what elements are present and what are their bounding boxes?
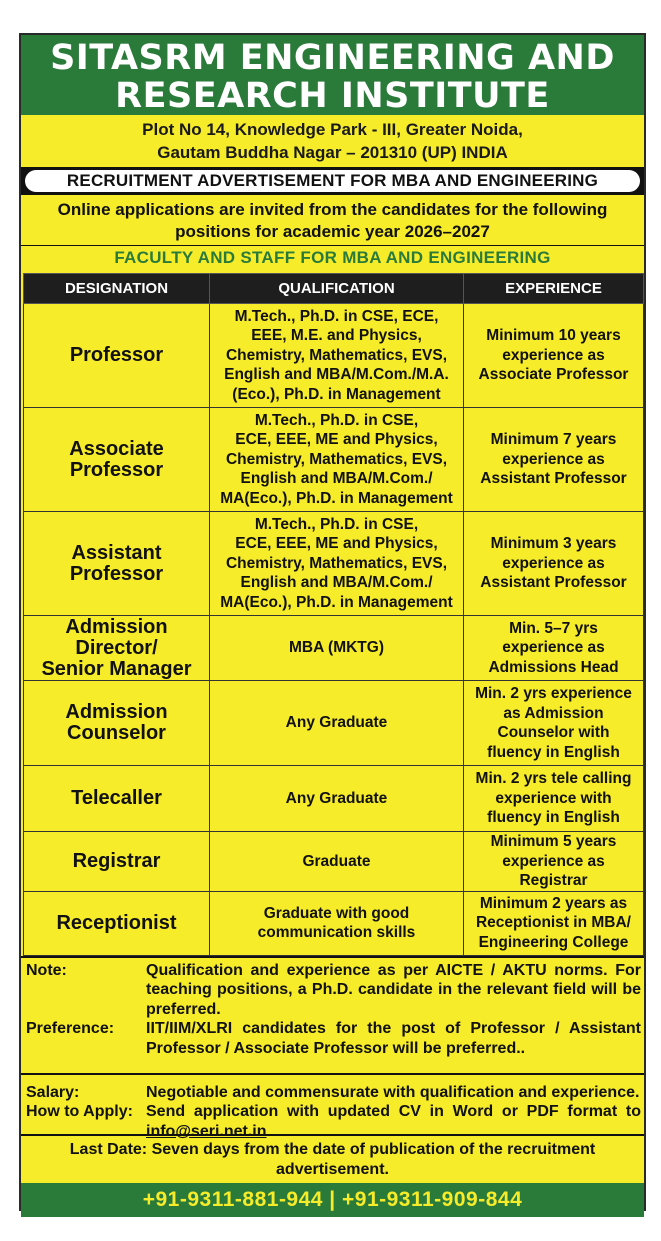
table-row <box>24 681 644 766</box>
apply-row <box>21 1102 644 1141</box>
note-label: Note: <box>26 961 67 979</box>
designation-cell <box>24 766 210 832</box>
qualification-cell <box>210 616 464 681</box>
experience-line: Minimum 3 years <box>490 535 617 553</box>
qualification-line: M.Tech., Ph.D. in CSE, <box>254 411 419 429</box>
experience-line: experience as Registrar <box>502 852 605 889</box>
designation-line: Telecaller <box>71 787 162 809</box>
designation-cell <box>24 832 210 892</box>
recruitment-title-bar <box>21 167 644 195</box>
section-title: FACULTY AND STAFF FOR MBA AND ENGINEERING <box>21 245 644 273</box>
experience-line: experience with <box>495 789 612 807</box>
designation-line: Admission Director/ <box>65 615 168 659</box>
last-date <box>21 1134 644 1183</box>
experience-cell <box>464 891 644 955</box>
experience-cell <box>464 616 644 681</box>
designation-line: Admission <box>65 701 168 723</box>
qualification-cell <box>210 891 464 955</box>
qualification-line: Any Graduate <box>285 789 388 807</box>
experience-line: Receptionist in MBA/ <box>475 914 631 932</box>
recruitment-title: RECRUITMENT ADVERTISEMENT FOR MBA AND ENGINEERING <box>25 170 640 192</box>
apply-label: How to Apply: <box>26 1103 133 1120</box>
advertisement-frame <box>19 33 646 1211</box>
intro-line1: Online applications are invited from the candidates for the following <box>57 200 608 219</box>
preference-row <box>21 1019 644 1058</box>
designation-line: Professor <box>69 344 164 366</box>
experience-cell <box>464 304 644 408</box>
salary-label: Salary: <box>26 1083 80 1101</box>
qualification-line: (Eco.), Ph.D. in Management <box>232 385 441 403</box>
qualification-line: MBA (MKTG) <box>289 639 384 657</box>
qualification-line: English and MBA/M.Com./ <box>240 574 433 592</box>
experience-line: experience as <box>502 450 605 468</box>
notes-section <box>21 956 644 1073</box>
note-row <box>21 961 644 1020</box>
designation-cell <box>24 304 210 408</box>
experience-line: Min. 2 yrs tele calling <box>475 770 632 788</box>
experience-cell <box>464 681 644 766</box>
institute-address <box>21 115 644 167</box>
experience-line: Assistant Professor <box>480 574 627 592</box>
address-line2: Gautam Buddha Nagar – 201310 (UP) INDIA <box>157 143 508 162</box>
phone-numbers[interactable]: +91-9311-881-944 | +91-9311-909-844 <box>21 1183 644 1217</box>
header-designation: DESIGNATION <box>24 274 210 304</box>
experience-line: Minimum 7 years <box>490 431 617 449</box>
experience-cell <box>464 832 644 892</box>
last-date-line1: Last Date: Seven days from the date of publication of the recruitment <box>69 1140 596 1158</box>
designation-line: Senior Manager <box>41 657 192 680</box>
apply-text-block <box>146 1102 641 1141</box>
designation-cell <box>24 616 210 681</box>
last-date-line2: advertisement. <box>276 1160 389 1178</box>
experience-line: Min. 2 yrs experience <box>475 685 632 702</box>
experience-line: fluency in English <box>487 809 620 827</box>
experience-cell <box>464 408 644 512</box>
experience-cell <box>464 512 644 616</box>
experience-line: Minimum 10 years <box>486 327 621 345</box>
qualification-line: M.Tech., Ph.D. in CSE, <box>254 515 419 533</box>
table-row <box>24 766 644 832</box>
designation-line: Registrar <box>72 849 161 872</box>
table-row <box>24 891 644 955</box>
institute-name-banner <box>21 35 644 115</box>
experience-line: Associate Professor <box>478 366 629 384</box>
institute-name-line1: SITASRM ENGINEERING AND <box>50 38 615 78</box>
apply-section <box>21 1073 644 1140</box>
qualification-line: Chemistry, Mathematics, EVS, <box>225 554 448 572</box>
salary-text: Negotiable and commensurate with qualification and experience. <box>146 1083 640 1101</box>
experience-line: Minimum 5 years <box>490 833 617 850</box>
designation-line: Assistant Professor <box>69 541 164 585</box>
salary-row <box>21 1083 644 1103</box>
note-text: Qualification and experience as per AICTE / AKTU norms. For teaching positions, a Ph.D. candidate in the relevant field will be preferred. <box>146 961 641 1018</box>
qualification-cell <box>210 832 464 892</box>
experience-line: Engineering College <box>478 933 629 951</box>
qualification-cell <box>210 681 464 766</box>
qualification-cell <box>210 408 464 512</box>
experience-line: Admissions Head <box>488 658 619 676</box>
experience-line: experience as <box>502 639 605 657</box>
apply-text: Send application with updated CV in Word or PDF format to <box>146 1103 641 1120</box>
designation-line: Counselor <box>67 722 166 744</box>
preference-text: IIT/IIM/XLRI candidates for the post of Professor / Assistant Professor / Associate Professor will be preferred.. <box>146 1020 641 1057</box>
qualification-line: MA(Eco.), Ph.D. in Management <box>220 489 453 507</box>
experience-line: Min. 5–7 yrs <box>509 619 598 637</box>
intro-line2: positions for academic year 2026–2027 <box>175 222 490 241</box>
intro-text <box>21 195 644 245</box>
qualification-cell <box>210 766 464 832</box>
table-row <box>24 408 644 512</box>
qualification-line: Chemistry, Mathematics, EVS, <box>225 346 448 364</box>
table-row <box>24 832 644 892</box>
designation-cell <box>24 512 210 616</box>
designation-cell <box>24 681 210 766</box>
qualification-line: ECE, EEE, ME and Physics, <box>235 535 438 553</box>
experience-line: as Admission <box>503 704 604 722</box>
table-row <box>24 616 644 681</box>
header-experience: EXPERIENCE <box>464 274 644 304</box>
table-row <box>24 304 644 408</box>
experience-cell <box>464 766 644 832</box>
qualification-line: communication skills <box>257 924 416 941</box>
experience-line: experience as <box>502 346 605 364</box>
designation-line: Receptionist <box>56 911 177 934</box>
table-row <box>24 512 644 616</box>
experience-line: fluency in English <box>487 743 620 761</box>
qualification-line: English and MBA/M.Com./ <box>240 470 433 488</box>
header-qualification: QUALIFICATION <box>210 274 464 304</box>
qualification-cell <box>210 512 464 616</box>
positions-table <box>23 273 644 956</box>
qualification-line: English and MBA/M.Com./M.A. <box>224 366 449 384</box>
experience-line: Assistant Professor <box>480 470 627 488</box>
address-line1: Plot No 14, Knowledge Park - III, Greater Noida, <box>142 120 523 139</box>
qualification-line: Graduate <box>302 852 371 870</box>
preference-label: Preference: <box>26 1020 115 1037</box>
qualification-line: Chemistry, Mathematics, EVS, <box>225 450 448 468</box>
experience-line: Counselor with <box>497 724 610 741</box>
qualification-line: MA(Eco.), Ph.D. in Management <box>220 593 453 611</box>
designation-cell <box>24 891 210 955</box>
qualification-cell <box>210 304 464 408</box>
experience-line: experience as <box>502 554 605 572</box>
qualification-line: Graduate with good <box>263 904 410 922</box>
experience-line: Minimum 2 years as <box>479 894 628 912</box>
apply-email-link[interactable]: info@seri.net.in <box>146 1122 267 1140</box>
institute-name-line2: RESEARCH INSTITUTE <box>115 76 550 116</box>
designation-cell <box>24 408 210 512</box>
table-header-row <box>24 274 644 304</box>
qualification-line: EEE, M.E. and Physics, <box>251 327 422 345</box>
qualification-line: ECE, EEE, ME and Physics, <box>235 431 438 449</box>
designation-line: Associate Professor <box>69 437 164 481</box>
qualification-line: Any Graduate <box>285 714 388 732</box>
qualification-line: M.Tech., Ph.D. in CSE, ECE, <box>234 307 439 325</box>
